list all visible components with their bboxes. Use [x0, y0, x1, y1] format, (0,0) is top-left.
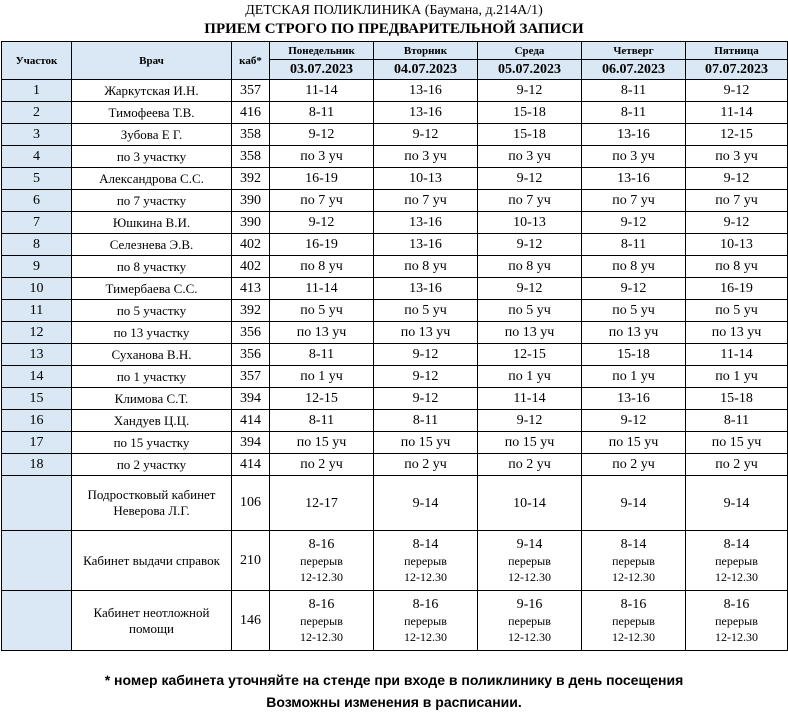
schedule-cell	[374, 476, 478, 531]
break-label: перерыв	[612, 614, 655, 628]
header-day-date: 04.07.2023	[374, 60, 478, 80]
break-label: перерыв	[715, 614, 758, 628]
doctor-name: Тимербаева С.С.	[72, 278, 232, 300]
schedule-cell	[270, 476, 374, 531]
schedule-cell	[686, 591, 788, 651]
uchastok-number: 12	[2, 322, 72, 344]
room-number: 402	[232, 256, 270, 278]
schedule-cell: 13-16	[374, 212, 478, 234]
schedule-cell: 9-12	[374, 344, 478, 366]
break-label: перерыв	[300, 614, 343, 628]
special-room-name: Кабинет выдачи справок	[72, 531, 232, 591]
schedule-cell: по 15 уч	[582, 432, 686, 454]
special-hours: 9-14	[620, 495, 647, 511]
room-number: 358	[232, 124, 270, 146]
schedule-cell: по 8 уч	[582, 256, 686, 278]
schedule-cell: 9-12	[374, 366, 478, 388]
header-day-date: 07.07.2023	[686, 60, 788, 80]
schedule-cell: по 7 уч	[686, 190, 788, 212]
schedule-cell: по 5 уч	[582, 300, 686, 322]
doctor-name: по 13 участку	[72, 322, 232, 344]
room-number: 392	[232, 300, 270, 322]
special-room-name: Кабинет неотложной помощи	[72, 591, 232, 651]
schedule-cell: по 8 уч	[270, 256, 374, 278]
uchastok-number: 4	[2, 146, 72, 168]
room-number: 390	[232, 212, 270, 234]
uchastok-number: 10	[2, 278, 72, 300]
schedule-cell: 15-18	[478, 124, 582, 146]
table-row	[2, 124, 788, 146]
schedule-cell: 15-18	[686, 388, 788, 410]
schedule-cell: 9-12	[686, 80, 788, 102]
schedule-cell: по 7 уч	[582, 190, 686, 212]
break-time: 12-12.30	[404, 630, 447, 644]
schedule-cell: по 13 уч	[478, 322, 582, 344]
room-number: 394	[232, 388, 270, 410]
break-label: перерыв	[508, 554, 551, 568]
doctor-name: Жаркутская И.Н.	[72, 80, 232, 102]
break-time: 12-12.30	[300, 570, 343, 584]
schedule-cell: по 15 уч	[478, 432, 582, 454]
schedule-cell: 8-11	[582, 102, 686, 124]
schedule-cell: 15-18	[478, 102, 582, 124]
header-uchastok: Участок	[2, 42, 72, 80]
schedule-cell: по 5 уч	[478, 300, 582, 322]
room-number: 394	[232, 432, 270, 454]
table-row	[2, 366, 788, 388]
schedule-cell	[478, 531, 582, 591]
schedule-cell: 11-14	[686, 344, 788, 366]
room-number: 146	[232, 591, 270, 651]
schedule-cell	[686, 476, 788, 531]
special-row	[2, 591, 788, 651]
header-kab: каб*	[232, 42, 270, 80]
special-hours: 8-16	[308, 537, 335, 552]
special-uchastok-cell	[2, 531, 72, 591]
uchastok-number: 14	[2, 366, 72, 388]
schedule-cell: 11-14	[270, 80, 374, 102]
doctor-name: по 15 участку	[72, 432, 232, 454]
room-number: 392	[232, 168, 270, 190]
schedule-cell: 9-12	[478, 168, 582, 190]
break-label: перерыв	[404, 554, 447, 568]
schedule-cell: по 2 уч	[374, 454, 478, 476]
schedule-cell: 9-12	[374, 124, 478, 146]
uchastok-number: 6	[2, 190, 72, 212]
schedule-cell: 13-16	[374, 234, 478, 256]
schedule-cell	[270, 591, 374, 651]
schedule-cell: по 3 уч	[686, 146, 788, 168]
schedule-cell: 13-16	[374, 102, 478, 124]
schedule-cell	[270, 531, 374, 591]
schedule-cell: 11-14	[686, 102, 788, 124]
room-number: 358	[232, 146, 270, 168]
break-label: перерыв	[508, 614, 551, 628]
uchastok-number: 11	[2, 300, 72, 322]
schedule-cell: по 5 уч	[374, 300, 478, 322]
schedule-cell: 8-11	[270, 410, 374, 432]
table-row	[2, 432, 788, 454]
schedule-cell	[686, 531, 788, 591]
room-number: 414	[232, 410, 270, 432]
table-row	[2, 278, 788, 300]
schedule-cell: по 13 уч	[374, 322, 478, 344]
schedule-cell: 9-12	[686, 212, 788, 234]
special-hours: 8-14	[620, 537, 647, 552]
special-hours: 9-14	[516, 537, 543, 552]
schedule-cell	[374, 531, 478, 591]
special-hours: 8-16	[723, 597, 750, 612]
header-day-name: Четверг	[582, 42, 686, 60]
header-day-name: Понедельник	[270, 42, 374, 60]
schedule-cell: 11-14	[478, 388, 582, 410]
schedule-cell: 9-12	[374, 388, 478, 410]
schedule-cell: по 1 уч	[478, 366, 582, 388]
doctor-name: Тимофеева Т.В.	[72, 102, 232, 124]
table-row	[2, 146, 788, 168]
schedule-cell: по 5 уч	[270, 300, 374, 322]
table-row	[2, 168, 788, 190]
break-label: перерыв	[300, 554, 343, 568]
special-hours: 9-14	[412, 495, 439, 511]
schedule-cell: по 3 уч	[374, 146, 478, 168]
table-row	[2, 388, 788, 410]
uchastok-number: 2	[2, 102, 72, 124]
uchastok-number: 7	[2, 212, 72, 234]
schedule-cell: по 7 уч	[374, 190, 478, 212]
schedule-cell	[374, 591, 478, 651]
schedule-cell: 16-19	[270, 234, 374, 256]
schedule-cell: 8-11	[582, 80, 686, 102]
header-day-name: Среда	[478, 42, 582, 60]
special-row	[2, 531, 788, 591]
room-number: 210	[232, 531, 270, 591]
uchastok-number: 13	[2, 344, 72, 366]
room-number: 402	[232, 234, 270, 256]
schedule-cell: по 15 уч	[374, 432, 478, 454]
doctor-name: Александрова С.С.	[72, 168, 232, 190]
table-row	[2, 410, 788, 432]
footer-note: * номер кабинета уточняйте на стенде при входе в поликлинику в день посещения	[104, 672, 684, 688]
schedule-cell: 9-12	[686, 168, 788, 190]
schedule-cell: по 2 уч	[478, 454, 582, 476]
special-row	[2, 476, 788, 531]
schedule-cell: 12-15	[270, 388, 374, 410]
uchastok-number: 9	[2, 256, 72, 278]
schedule-cell: по 2 уч	[582, 454, 686, 476]
break-label: перерыв	[404, 614, 447, 628]
schedule-cell: 13-16	[582, 168, 686, 190]
special-room-name: Подростковый кабинет Неверова Л.Г.	[72, 476, 232, 531]
schedule-cell: 8-11	[686, 410, 788, 432]
special-hours: 8-16	[308, 597, 335, 612]
table-row	[2, 102, 788, 124]
clinic-title: ДЕТСКАЯ ПОЛИКЛИНИКА (Баумана, д.214А/1)	[245, 3, 543, 18]
schedule-cell: по 3 уч	[478, 146, 582, 168]
break-label: перерыв	[612, 554, 655, 568]
doctor-name: Климова С.Т.	[72, 388, 232, 410]
table-body	[2, 80, 788, 651]
schedule-cell: 10-13	[374, 168, 478, 190]
break-time: 12-12.30	[300, 630, 343, 644]
special-uchastok-cell	[2, 591, 72, 651]
special-hours: 8-14	[723, 537, 750, 552]
schedule-cell: по 2 уч	[270, 454, 374, 476]
schedule-cell: по 15 уч	[686, 432, 788, 454]
break-time: 12-12.30	[612, 570, 655, 584]
special-hours: 8-14	[412, 537, 439, 552]
break-time: 12-12.30	[508, 570, 551, 584]
schedule-cell: 10-13	[686, 234, 788, 256]
schedule-cell: 8-11	[374, 410, 478, 432]
header-day-date: 05.07.2023	[478, 60, 582, 80]
schedule-cell: 9-12	[582, 410, 686, 432]
table-row	[2, 212, 788, 234]
table-header	[2, 42, 788, 80]
schedule-cell: по 1 уч	[270, 366, 374, 388]
schedule-cell: 13-16	[582, 388, 686, 410]
room-number: 413	[232, 278, 270, 300]
room-number: 356	[232, 322, 270, 344]
break-label: перерыв	[715, 554, 758, 568]
doctor-name: по 7 участку	[72, 190, 232, 212]
doctor-name: по 3 участку	[72, 146, 232, 168]
schedule-cell: по 3 уч	[582, 146, 686, 168]
schedule-cell: по 3 уч	[270, 146, 374, 168]
uchastok-number: 16	[2, 410, 72, 432]
special-hours: 12-17	[305, 495, 338, 511]
special-uchastok-cell	[2, 476, 72, 531]
schedule-cell: 10-13	[478, 212, 582, 234]
special-hours: 8-16	[412, 597, 439, 612]
schedule-cell: 8-11	[582, 234, 686, 256]
table-row	[2, 234, 788, 256]
header-vrach: Врач	[72, 42, 232, 80]
schedule-cell: 12-15	[686, 124, 788, 146]
schedule-cell: 9-12	[582, 278, 686, 300]
special-hours: 8-16	[620, 597, 647, 612]
schedule-cell: 9-12	[478, 278, 582, 300]
table-row	[2, 454, 788, 476]
room-number: 390	[232, 190, 270, 212]
schedule-table	[1, 41, 788, 651]
schedule-cell: 9-12	[478, 410, 582, 432]
schedule-cell	[478, 591, 582, 651]
schedule-cell	[582, 591, 686, 651]
schedule-cell: 13-16	[582, 124, 686, 146]
schedule-cell: по 8 уч	[374, 256, 478, 278]
break-time: 12-12.30	[404, 570, 447, 584]
room-number: 356	[232, 344, 270, 366]
uchastok-number: 18	[2, 454, 72, 476]
room-number: 357	[232, 366, 270, 388]
doctor-name: Хандуев Ц.Ц.	[72, 410, 232, 432]
schedule-cell	[478, 476, 582, 531]
schedule-cell: по 7 уч	[478, 190, 582, 212]
schedule-cell: 12-15	[478, 344, 582, 366]
schedule-cell: по 2 уч	[686, 454, 788, 476]
schedule-cell: 9-12	[270, 212, 374, 234]
room-number: 414	[232, 454, 270, 476]
special-hours: 9-14	[723, 495, 750, 511]
schedule-cell: по 5 уч	[686, 300, 788, 322]
schedule-subtitle: ПРИЕМ СТРОГО ПО ПРЕДВАРИТЕЛЬНОЙ ЗАПИСИ	[204, 21, 584, 37]
table-row	[2, 80, 788, 102]
schedule-cell: 16-19	[686, 278, 788, 300]
schedule-cell: 9-12	[270, 124, 374, 146]
table-row	[2, 190, 788, 212]
schedule-cell: по 1 уч	[686, 366, 788, 388]
doctor-name: Юшкина В.И.	[72, 212, 232, 234]
header-day-date: 03.07.2023	[270, 60, 374, 80]
table-row	[2, 256, 788, 278]
schedule-cell: 9-12	[582, 212, 686, 234]
room-number: 416	[232, 102, 270, 124]
schedule-cell: по 1 уч	[582, 366, 686, 388]
break-time: 12-12.30	[715, 630, 758, 644]
schedule-cell: по 7 уч	[270, 190, 374, 212]
doctor-name: по 8 участку	[72, 256, 232, 278]
break-time: 12-12.30	[612, 630, 655, 644]
table-row	[2, 300, 788, 322]
room-number: 357	[232, 80, 270, 102]
doctor-name: Селезнева Э.В.	[72, 234, 232, 256]
doctor-name: Зубова Е Г.	[72, 124, 232, 146]
uchastok-number: 3	[2, 124, 72, 146]
schedule-cell: по 13 уч	[686, 322, 788, 344]
schedule-cell: 16-19	[270, 168, 374, 190]
schedule-cell: 11-14	[270, 278, 374, 300]
schedule-cell: 8-11	[270, 344, 374, 366]
break-time: 12-12.30	[508, 630, 551, 644]
schedule-cell	[582, 476, 686, 531]
break-time: 12-12.30	[715, 570, 758, 584]
doctor-name: по 1 участку	[72, 366, 232, 388]
schedule-cell	[582, 531, 686, 591]
schedule-cell: по 8 уч	[686, 256, 788, 278]
schedule-cell: 9-12	[478, 234, 582, 256]
schedule-cell: по 15 уч	[270, 432, 374, 454]
uchastok-number: 8	[2, 234, 72, 256]
footer-changes: Возможны изменения в расписании.	[266, 694, 522, 710]
doctor-name: по 2 участку	[72, 454, 232, 476]
schedule-cell: по 13 уч	[270, 322, 374, 344]
doctor-name: по 5 участку	[72, 300, 232, 322]
uchastok-number: 1	[2, 80, 72, 102]
header-day-name: Вторник	[374, 42, 478, 60]
header-day-name: Пятница	[686, 42, 788, 60]
uchastok-number: 15	[2, 388, 72, 410]
uchastok-number: 17	[2, 432, 72, 454]
special-hours: 9-16	[516, 597, 543, 612]
schedule-cell: 13-16	[374, 80, 478, 102]
header-day-date: 06.07.2023	[582, 60, 686, 80]
schedule-cell: 15-18	[582, 344, 686, 366]
table-row	[2, 344, 788, 366]
schedule-cell: по 8 уч	[478, 256, 582, 278]
schedule-cell: по 13 уч	[582, 322, 686, 344]
schedule-cell: 9-12	[478, 80, 582, 102]
special-hours: 10-14	[513, 495, 546, 511]
uchastok-number: 5	[2, 168, 72, 190]
schedule-cell: 13-16	[374, 278, 478, 300]
room-number: 106	[232, 476, 270, 531]
schedule-cell: 8-11	[270, 102, 374, 124]
table-row	[2, 322, 788, 344]
doctor-name: Суханова В.Н.	[72, 344, 232, 366]
